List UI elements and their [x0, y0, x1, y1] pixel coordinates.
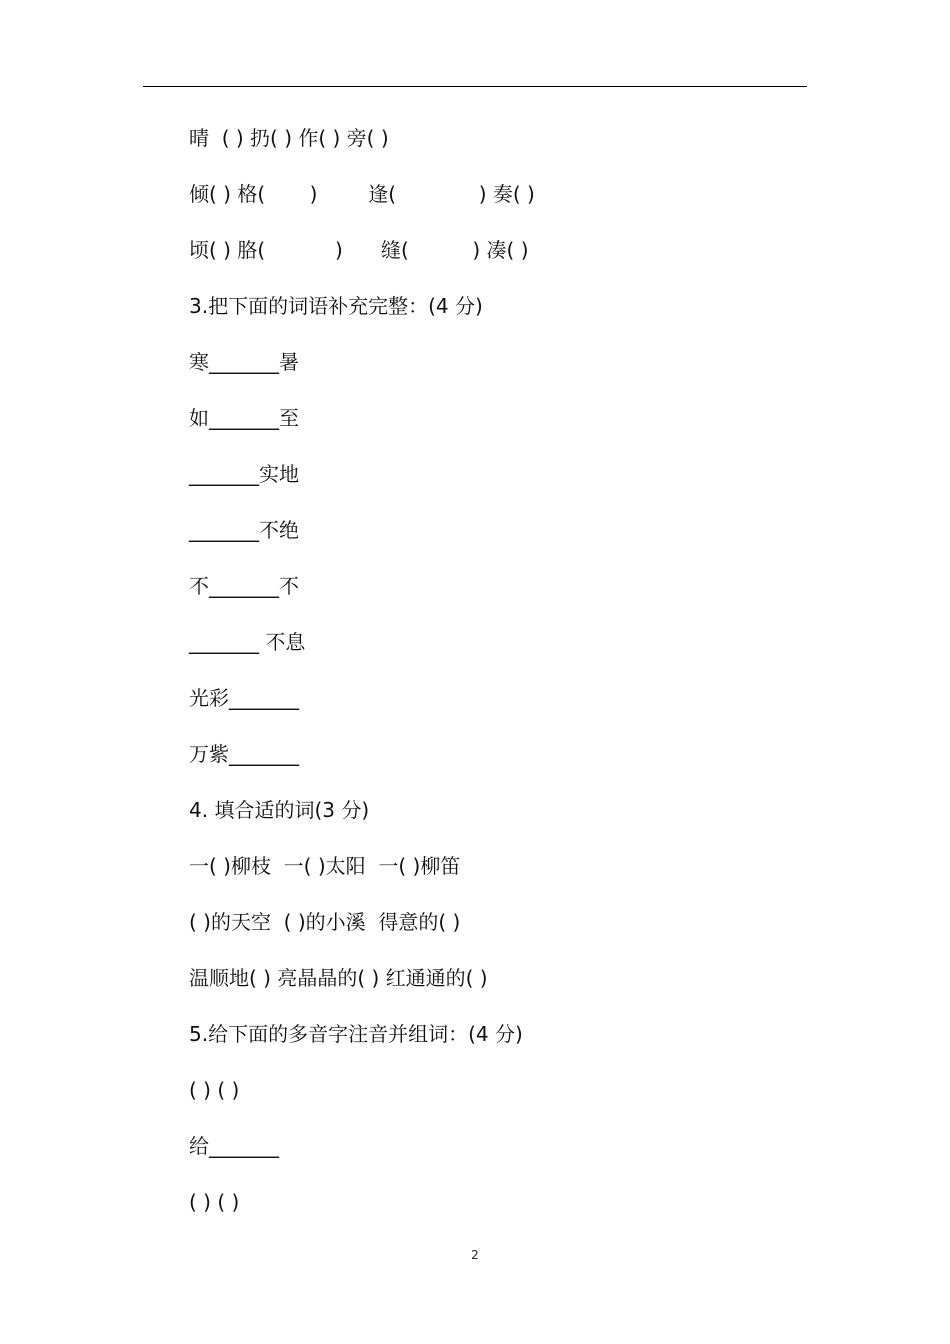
char-row-3: 顷( ) 胳( ) 缝( ) 凑( ): [189, 238, 529, 262]
idiom-item-2: 如_______至: [189, 406, 299, 430]
idiom-item-8: 万紫_______: [189, 742, 299, 766]
char-row-1: 晴 ( ) 扔( ) 作( ) 旁( ): [189, 126, 389, 150]
page-number: 2: [471, 1248, 479, 1262]
idiom-item-6: _______ 不息: [189, 630, 306, 654]
idiom-item-5: 不_______不: [189, 574, 299, 598]
document-body: [189, 118, 809, 1238]
fill-row-3: 温顺地( ) 亮晶晶的( ) 红通通的( ): [189, 966, 488, 990]
char-row-2: 倾( ) 格( ) 逢( ) 奏( ): [189, 182, 535, 206]
idiom-item-7: 光彩_______: [189, 686, 299, 710]
fill-row-1: 一( )柳枝 一( )太阳 一( )柳笛: [189, 854, 461, 878]
idiom-item-3: _______实地: [189, 462, 299, 486]
polyphone-item-1: 给_______: [189, 1134, 279, 1158]
question-3-heading: 3.把下面的词语补充完整：(4 分): [189, 294, 483, 318]
pinyin-blank-row-2: ( ) ( ): [189, 1190, 240, 1214]
idiom-item-1: 寒_______暑: [189, 350, 299, 374]
question-5-heading: 5.给下面的多音字注音并组词：(4 分): [189, 1022, 523, 1046]
pinyin-blank-row-1: ( ) ( ): [189, 1078, 240, 1102]
idiom-item-4: _______不绝: [189, 518, 299, 542]
header-rule: [143, 86, 807, 87]
question-4-heading: 4. 填合适的词(3 分): [189, 798, 370, 822]
fill-row-2: ( )的天空 ( )的小溪 得意的( ): [189, 910, 461, 934]
